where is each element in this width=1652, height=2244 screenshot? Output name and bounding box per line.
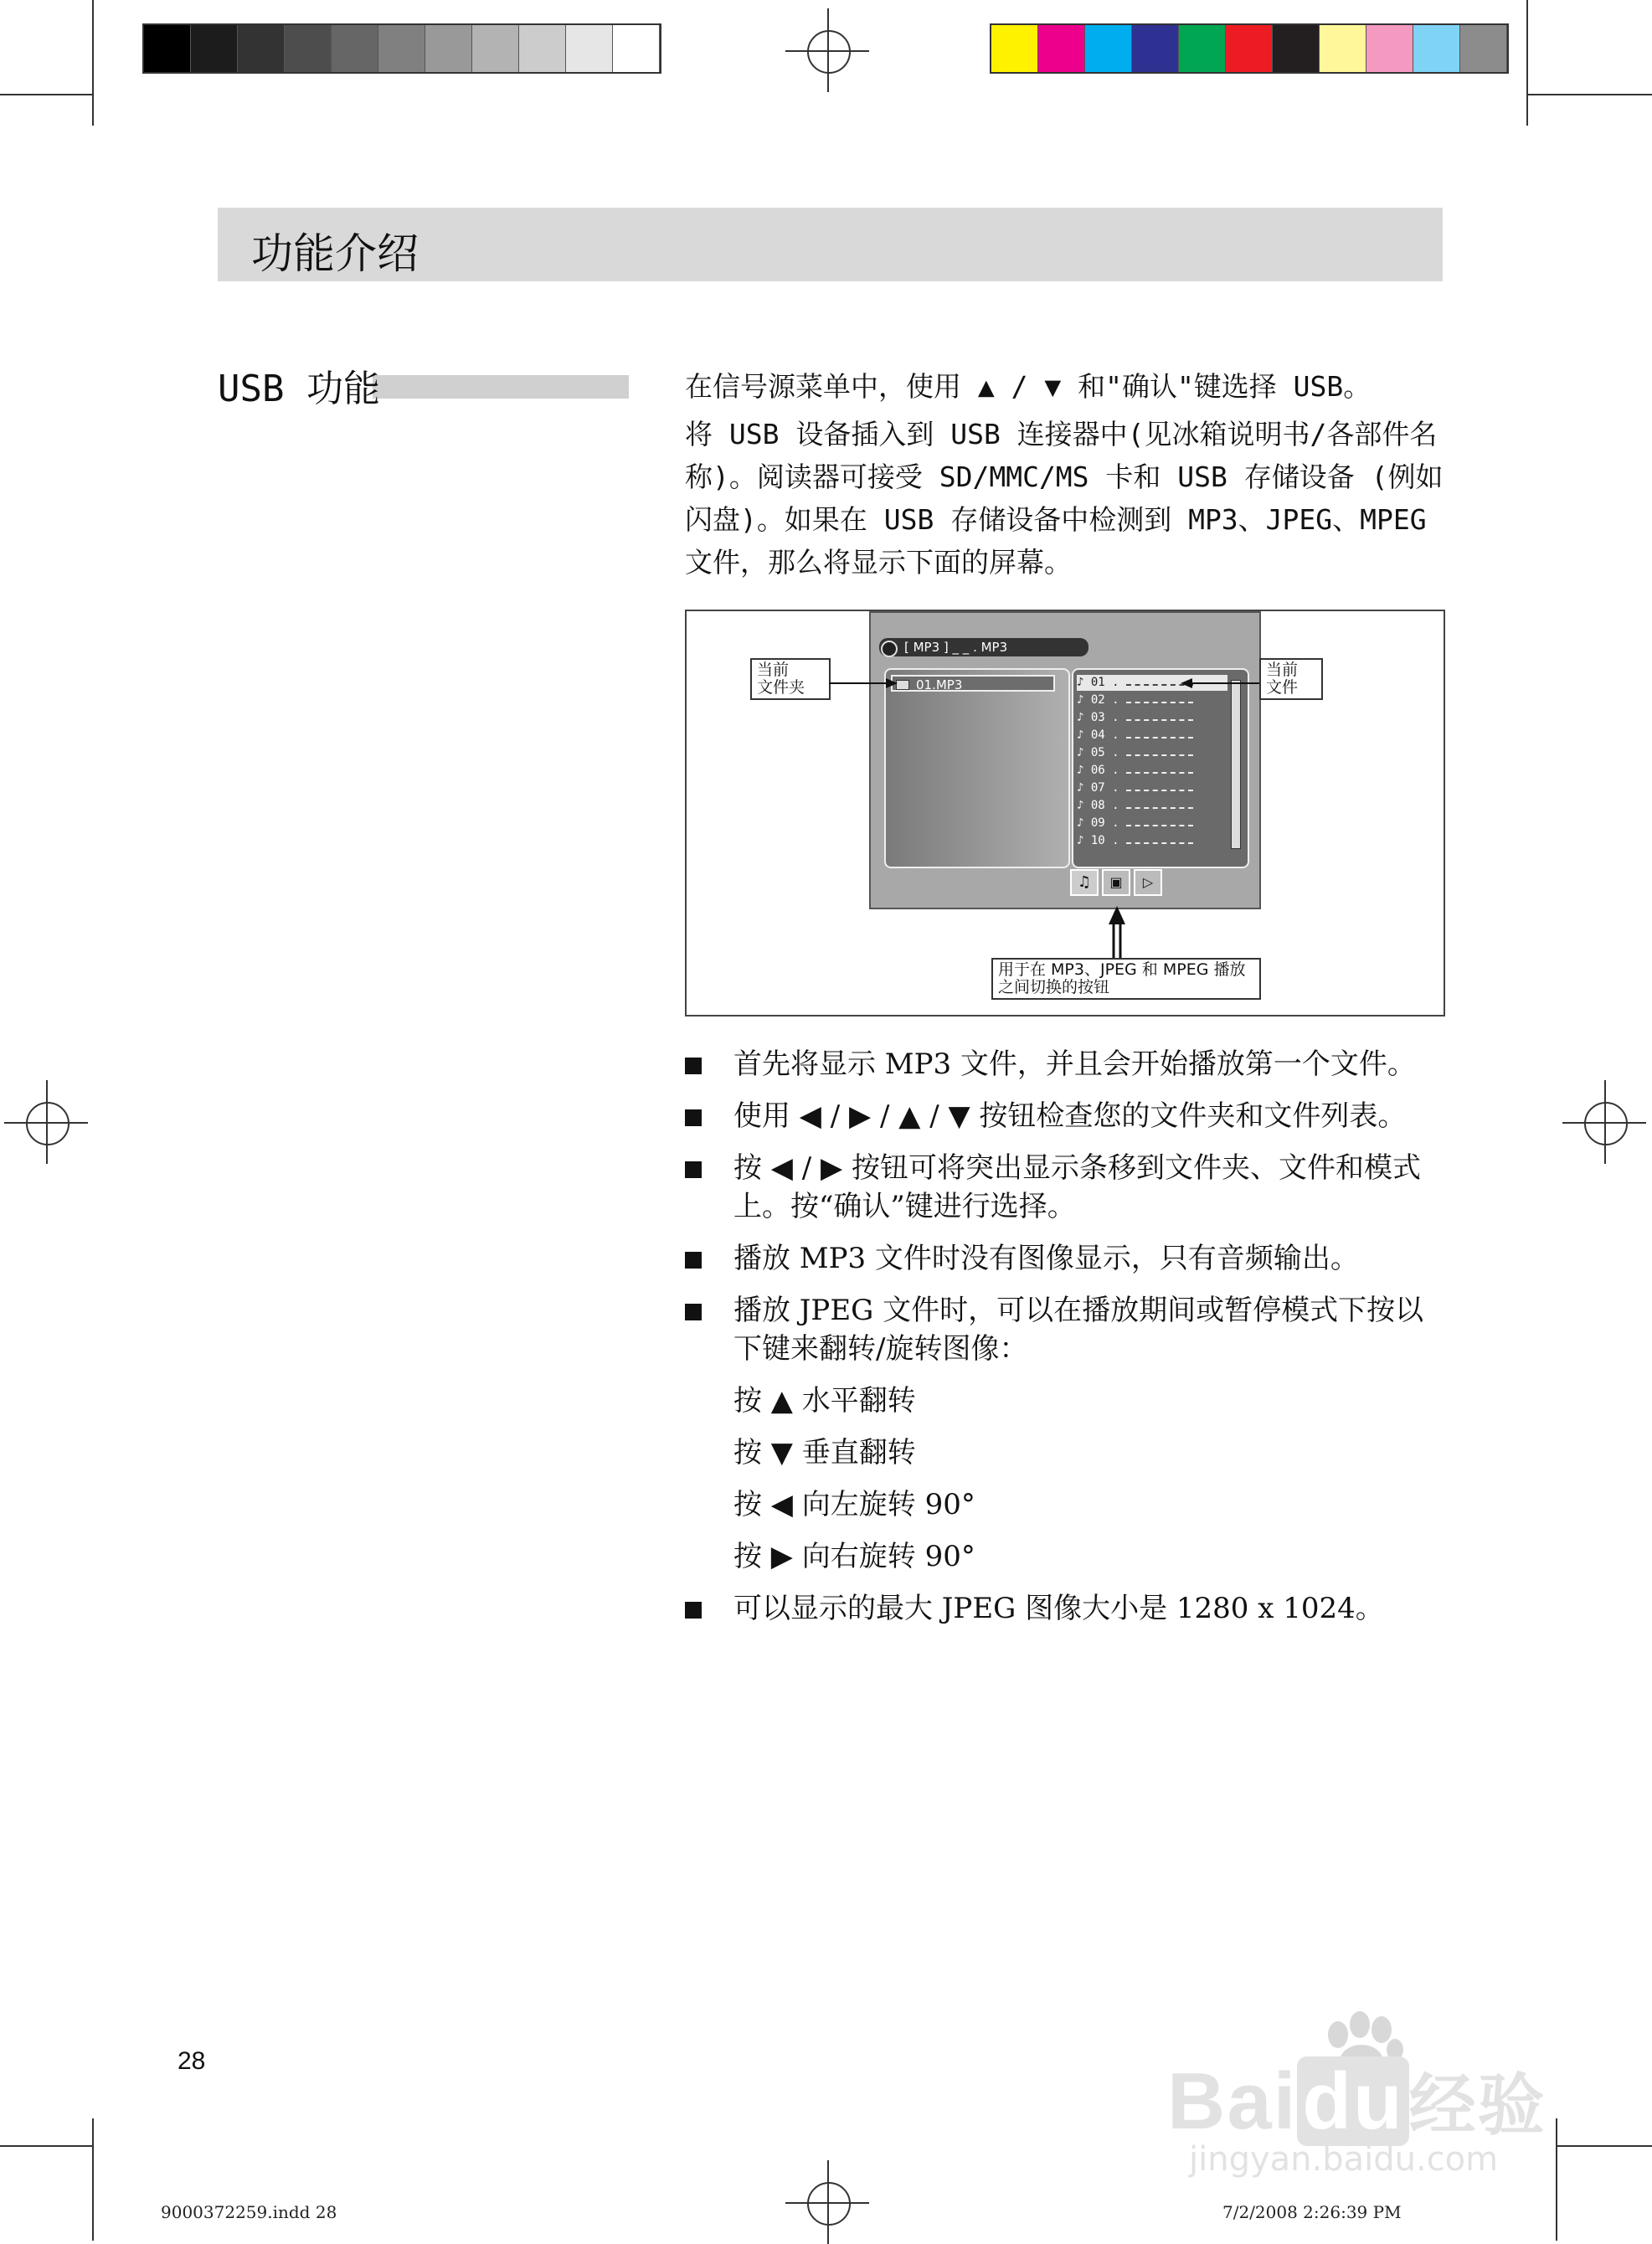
music-file-icon: ♪: [1077, 799, 1091, 812]
callout-current-file: 当前 文件: [1259, 658, 1323, 700]
photo-icon[interactable]: ▣: [1102, 869, 1130, 896]
color-swatch: [1226, 25, 1273, 72]
section-underline: [373, 375, 629, 399]
color-swatch: [1179, 25, 1226, 72]
color-bar: [990, 23, 1509, 74]
callout-current-folder: 当前 文件夹: [750, 658, 831, 700]
music-file-icon: ♪: [1077, 676, 1091, 689]
usb-screen-figure: [685, 610, 1445, 1016]
crop-mark: [0, 94, 94, 95]
watermark-url: jingyan.baidu.com: [1189, 2140, 1499, 2179]
gray-swatch: [519, 25, 566, 72]
play-icon[interactable]: ▷: [1134, 869, 1162, 896]
music-file-icon: ♪: [1077, 764, 1091, 777]
bullet-text: 按 ◀ / ▶ 按钮可将突出显示条移到文件夹、文件和模式上。按“确认”键进行选择。: [733, 1151, 1421, 1223]
screen-header-text: [ MP3 ] _ _ . MP3: [904, 640, 1008, 655]
page-title: 功能介绍: [251, 229, 419, 278]
gray-swatch: [613, 25, 660, 72]
bullet-item: [685, 1045, 1447, 1083]
color-swatch: [1320, 25, 1366, 72]
bullet-item: [685, 1239, 1447, 1278]
watermark-brand: Baidu经验: [1167, 2056, 1546, 2146]
color-swatch: [1413, 25, 1460, 72]
footer-timestamp: 7/2/2008 2:26:39 PM: [1222, 2202, 1402, 2222]
gray-swatch: [332, 25, 378, 72]
rotation-instruction: 按 ▶ 向右旋转 90°: [733, 1540, 975, 1573]
page-number: 28: [178, 2047, 206, 2075]
gray-swatch: [378, 25, 425, 72]
intro-paragraph: 将 USB 设备插入到 USB 连接器中(见冰箱说明书/各部件名称)。阅读器可接受 SD/MMC/MS 卡和 USB 存储设备 (例如闪盘)。如果在 USB 存储设备中检测到 MP3、JPEG、MPEG 文件，那么将显示下面的屏幕。: [685, 418, 1444, 579]
crop-mark: [1526, 94, 1652, 95]
color-swatch: [1366, 25, 1413, 72]
feature-list: [685, 1045, 1447, 1641]
footer-file-info: 9000372259.indd 28: [161, 2202, 337, 2222]
music-file-icon: ♪: [1077, 834, 1091, 847]
callout-mode-buttons: 用于在 MP3、JPEG 和 MPEG 播放之间切换的按钮: [991, 958, 1261, 1000]
bullet-item: [685, 1149, 1447, 1226]
registration-mark: [4, 1080, 88, 1164]
file-list-label: 05 .: [1090, 746, 1119, 759]
music-file-icon: ♪: [1077, 816, 1091, 830]
music-file-icon: ♪: [1077, 728, 1091, 742]
file-list-label: 03 .: [1090, 711, 1119, 724]
intro-line: 在信号源菜单中，使用 ▲ / ▼ 和"确认"键选择 USB。: [685, 370, 1372, 403]
bullet-text: 播放 MP3 文件时没有图像显示，只有音频输出。: [733, 1242, 1359, 1275]
file-list-label: 07 .: [1090, 781, 1119, 795]
gray-swatch: [566, 25, 613, 72]
bullet-text: 播放 JPEG 文件时，可以在播放期间或暂停模式下按以下键来翻转/旋转图像：: [733, 1294, 1424, 1366]
gray-swatch: [191, 25, 238, 72]
registration-mark: [785, 8, 869, 92]
music-file-icon: ♪: [1077, 711, 1091, 724]
music-file-icon: ♪: [1077, 781, 1091, 795]
color-swatch: [1085, 25, 1132, 72]
bullet-square-icon: [685, 1058, 702, 1074]
registration-mark: [785, 2160, 869, 2244]
grayscale-bar: [142, 23, 661, 74]
crop-mark: [1526, 0, 1528, 126]
file-list-label: 06 .: [1090, 764, 1119, 777]
baidu-watermark: [1155, 1993, 1574, 2194]
rotation-instruction: 按 ◀ 向左旋转 90°: [733, 1488, 975, 1521]
color-swatch: [991, 25, 1038, 72]
gray-swatch: [472, 25, 519, 72]
rotation-instruction: 按 ▲ 水平翻转: [733, 1384, 916, 1418]
bullet-item: [685, 1097, 1447, 1135]
crop-mark: [92, 2118, 94, 2241]
music-note-icon[interactable]: ♫: [1070, 869, 1099, 896]
file-list-label: 04 .: [1090, 728, 1119, 742]
bullet-item: [685, 1589, 1447, 1628]
bullet-square-icon: [685, 1161, 702, 1178]
music-file-icon: ♪: [1077, 746, 1091, 759]
bullet-text: 可以显示的最大 JPEG 图像大小是 1280 x 1024。: [733, 1592, 1384, 1625]
bullet-square-icon: [685, 1602, 702, 1619]
music-file-icon: ♪: [1077, 693, 1091, 707]
file-list-label: 02 .: [1090, 693, 1119, 707]
gray-swatch: [425, 25, 472, 72]
section-title: USB 功能: [218, 368, 380, 410]
rotation-instruction: 按 ▼ 垂直翻转: [733, 1436, 916, 1469]
color-swatch: [1460, 25, 1507, 72]
color-swatch: [1132, 25, 1179, 72]
gray-swatch: [144, 25, 191, 72]
crop-mark: [0, 2145, 94, 2147]
color-swatch: [1038, 25, 1085, 72]
bullet-square-icon: [685, 1109, 702, 1126]
intro-text: [685, 365, 1447, 589]
file-list-label: 09 .: [1090, 816, 1119, 830]
bullet-square-icon: [685, 1252, 702, 1269]
gray-swatch: [285, 25, 332, 72]
file-list-label: 08 .: [1090, 799, 1119, 812]
bullet-text: 首先将显示 MP3 文件，并且会开始播放第一个文件。: [733, 1047, 1416, 1081]
registration-mark: [1562, 1080, 1646, 1164]
bullet-text: 使用 ◀ / ▶ / ▲ / ▼ 按钮检查您的文件夹和文件列表。: [733, 1099, 1407, 1133]
crop-mark: [92, 0, 94, 126]
color-swatch: [1273, 25, 1320, 72]
file-list-label: 01 .: [1090, 676, 1119, 689]
callout-arrows: [687, 611, 1444, 1015]
file-list-label: 10 .: [1090, 834, 1119, 847]
bullet-item: [685, 1291, 1447, 1368]
bullet-square-icon: [685, 1304, 702, 1320]
folder-item-label: 01.MP3: [916, 677, 963, 692]
gray-swatch: [238, 25, 285, 72]
